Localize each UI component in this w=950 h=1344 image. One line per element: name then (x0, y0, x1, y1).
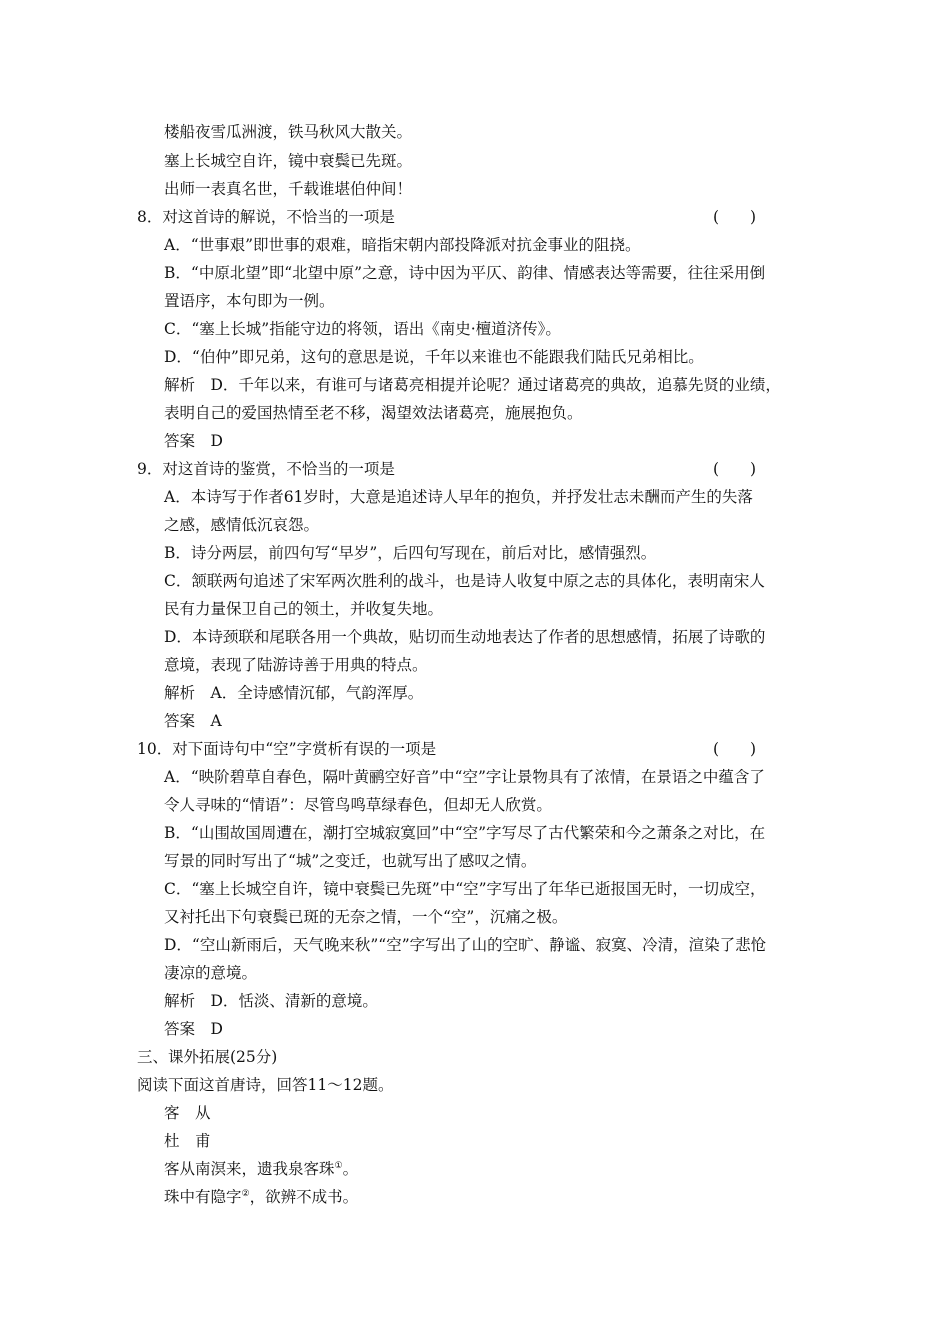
poem-text: ，欲辨不成书。 (249, 1188, 359, 1206)
question-9-stem: 9．对这首诗的鉴赏，不恰当的一项是 (137, 460, 395, 478)
option-d: D．“伯仲”即兄弟，这句的意思是说，千年以来谁也不能跟我们陆氏兄弟相比。 (164, 348, 704, 366)
poem-text: 。 (342, 1160, 359, 1178)
option-d-cont: 凄凉的意境。 (164, 964, 258, 982)
poem-title: 客 从 (164, 1104, 211, 1122)
option-d: D．“空山新雨后，天气晚来秋”“空”字写出了山的空旷、静谧、寂寞、冷清，渲染了悲怆 (164, 936, 767, 954)
analysis: 解析 D．千年以来，有谁可与诸葛亮相提并论呢？通过诸葛亮的典故，追慕先贤的业绩， (164, 376, 781, 394)
option-b: B．诗分两层，前四句写“早岁”，后四句写现在，前后对比，感情强烈。 (164, 544, 657, 562)
section-heading: 三、课外拓展(25分) (137, 1048, 278, 1066)
option-a: A．“世事艰”即世事的艰难，暗指宋朝内部投降派对抗金事业的阻挠。 (164, 236, 641, 254)
option-c: C．“塞上长城”指能守边的将领，语出《南史·檀道济传》。 (164, 320, 561, 338)
option-a: A．“映阶碧草自春色，隔叶黄鹂空好音”中“空”字让景物具有了浓情，在景语之中蕴含了 (164, 768, 765, 786)
poem-line: 楼船夜雪瓜洲渡，铁马秋风大散关。 (164, 123, 413, 141)
option-b-cont: 置语序，本句即为一例。 (164, 292, 335, 310)
answer-blank: ( ) (713, 740, 757, 758)
option-b: B．“中原北望”即“北望中原”之意，诗中因为平仄、韵律、情感表达等需要，往往采用倒 (164, 264, 766, 282)
option-d: D．本诗颈联和尾联各用一个典故，贴切而生动地表达了作者的思想感情，拓展了诗歌的 (164, 628, 766, 646)
answer-blank: ( ) (713, 460, 757, 478)
analysis: 解析 A．全诗感情沉郁，气韵浑厚。 (164, 684, 424, 702)
answer: 答案 D (164, 432, 223, 450)
poem-line: 塞上长城空自许，镜中衰鬓已先斑。 (164, 152, 413, 170)
option-b: B．“山围故国周遭在，潮打空城寂寞回”中“空”字写尽了古代繁荣和今之萧条之对比，在 (164, 824, 766, 842)
question-10-stem: 10．对下面诗句中“空”字赏析有误的一项是 (137, 740, 437, 758)
option-c: C．颔联两句追述了宋军两次胜利的战斗，也是诗人收复中原之志的具体化，表明南宋人 (164, 572, 765, 590)
analysis: 解析 D．恬淡、清新的意境。 (164, 992, 378, 1010)
option-a-cont: 之感，感情低沉哀怨。 (164, 516, 320, 534)
option-c: C．“塞上长城空自许，镜中衰鬓已先斑”中“空”字写出了年华已逝报国无时，一切成空， (164, 880, 766, 898)
analysis-cont: 表明自己的爱国热情至老不移，渴望效法诸葛亮，施展抱负。 (164, 404, 583, 422)
poem-line (164, 1159, 358, 1179)
option-a: A．本诗写于作者61岁时，大意是追述诗人早年的抱负，并抒发壮志未酬而产生的失落 (164, 488, 753, 506)
section-instruction: 阅读下面这首唐诗，回答11～12题。 (137, 1076, 394, 1094)
footnote-marker: ① (334, 1160, 343, 1171)
option-a-cont: 令人寻味的“情语”：尽管鸟鸣草绿春色，但却无人欣赏。 (164, 796, 552, 814)
answer-blank: ( ) (713, 208, 757, 226)
poem-author: 杜 甫 (164, 1132, 211, 1150)
footnote-marker: ② (241, 1188, 250, 1199)
poem-line: 出师一表真名世，千载谁堪伯仲间！ (164, 180, 413, 198)
question-8-stem: 8．对这首诗的解说，不恰当的一项是 (137, 208, 395, 226)
option-b-cont: 写景的同时写出了“城”之变迁，也就写出了感叹之情。 (164, 852, 537, 870)
option-c-cont: 又衬托出下句衰鬓已斑的无奈之情，一个“空”，沉痛之极。 (164, 908, 568, 926)
answer: 答案 A (164, 712, 222, 730)
option-c-cont: 民有力量保卫自己的领土，并收复失地。 (164, 600, 444, 618)
answer: 答案 D (164, 1020, 223, 1038)
poem-line (164, 1187, 358, 1207)
option-d-cont: 意境，表现了陆游诗善于用典的特点。 (164, 656, 428, 674)
poem-text: 珠中有隐字 (164, 1188, 242, 1206)
poem-text: 客从南溟来，遗我泉客珠 (164, 1160, 335, 1178)
